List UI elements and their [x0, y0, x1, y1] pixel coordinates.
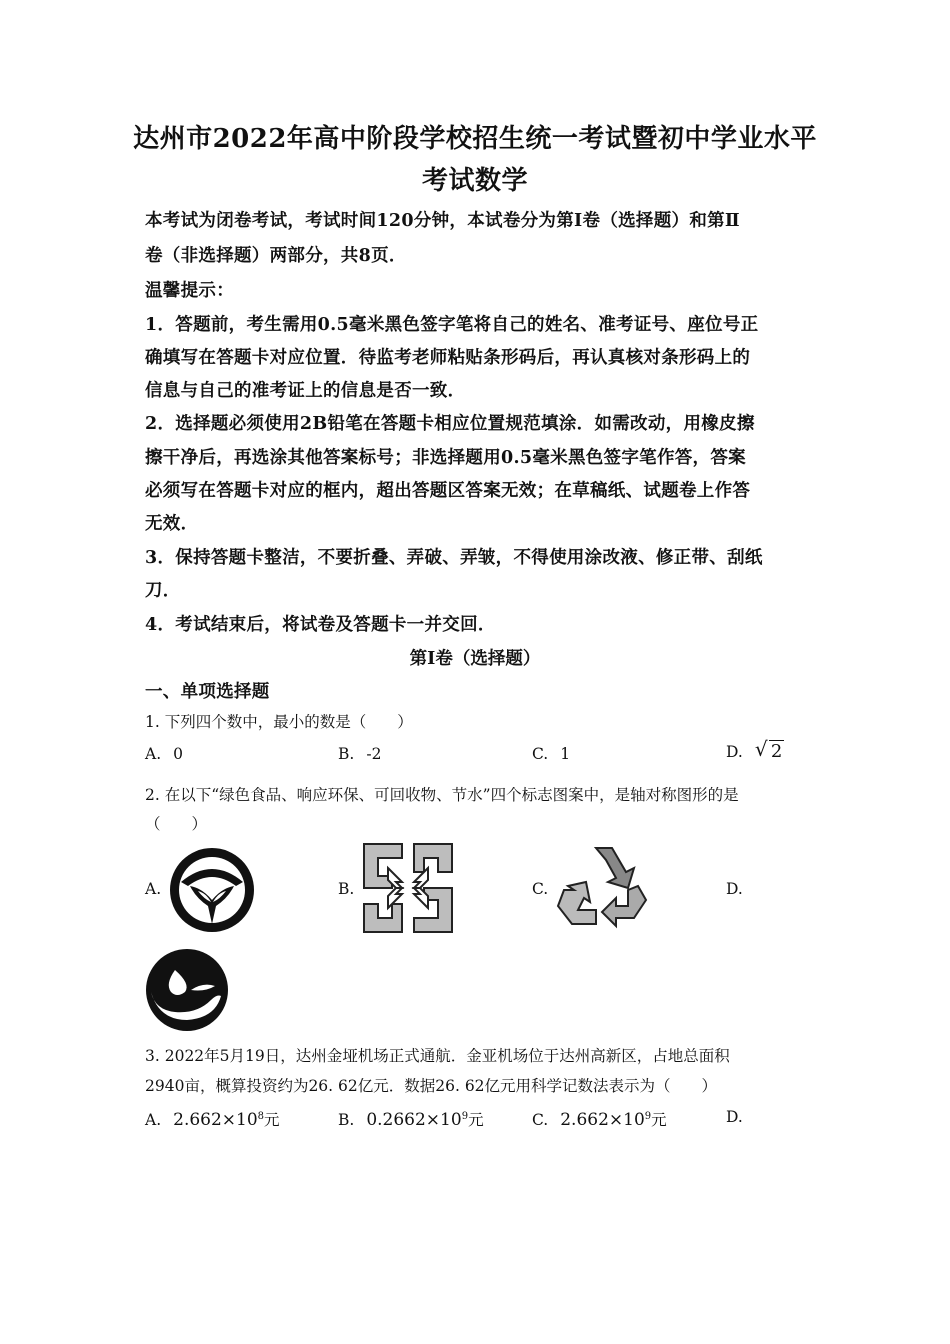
tip-line: 4．考试结束后，将试卷及答题卡一并交回． [145, 615, 496, 635]
q3-stem-line2: 2940亩，概算投资约为26. 62亿元．数据26. 62亿元用科学记数法表示为（ ） [145, 1077, 718, 1095]
q3-option-a [145, 1108, 280, 1130]
option-label: A. [145, 1111, 162, 1129]
q2-label-a: A. [145, 880, 162, 898]
q2-label-d: D. [726, 880, 743, 898]
option-label: D. [726, 1108, 743, 1126]
exam-title-line2: 考试数学 [421, 166, 528, 196]
tip-line: 确填写在答题卡对应位置．待监考老师粘贴条形码后，再认真核对条形码上的 [145, 348, 751, 368]
part-title: 一、单项选择题 [145, 682, 270, 702]
option-unit: 元 [468, 1111, 484, 1129]
q1-stem: 1. 下列四个数中，最小的数是（ ） [145, 713, 413, 731]
q3-stem-line1: 3. 2022年5月19日，达州金垭机场正式通航．金亚机场位于达州高新区，占地总面积 [145, 1047, 730, 1065]
option-base: 2.662×10 [560, 1110, 645, 1130]
radical-sign: √ [754, 737, 768, 761]
tip-line: 无效． [145, 514, 199, 534]
tip-line: 2．选择题必须使用2B铅笔在答题卡相应位置规范填涂．如需改动，用橡皮擦 [145, 414, 755, 434]
q1-option-d [726, 737, 784, 762]
option-label: C. [532, 1111, 549, 1129]
water-saving-logo-icon [145, 948, 229, 1032]
option-text: 1 [560, 745, 571, 763]
green-food-logo-icon [168, 846, 256, 934]
option-text: -2 [366, 745, 382, 763]
q2-label-b: B. [338, 880, 355, 898]
environmental-logo-icon [362, 842, 454, 934]
q3-option-d [726, 1108, 755, 1126]
q1-option-b [338, 745, 381, 763]
option-unit: 元 [651, 1111, 667, 1129]
exam-title-line1: 达州市2022年高中阶段学校招生统一考试暨初中学业水平 [133, 124, 817, 154]
q3-option-b [338, 1108, 484, 1130]
intro-line2: 卷（非选择题）两部分，共8页． [145, 246, 407, 266]
option-base: 2.662×10 [173, 1110, 258, 1130]
radicand: 2 [770, 741, 783, 762]
option-label: C. [532, 745, 549, 763]
option-label: A. [145, 745, 162, 763]
q3-option-c [532, 1108, 667, 1130]
q1-option-c [532, 745, 570, 763]
tip-line: 擦干净后，再选涂其他答案标号；非选择题用0.5毫米黑色签字笔作答，答案 [145, 448, 746, 468]
recycling-logo-icon [556, 842, 650, 930]
q2-stem-line1: 2. 在以下“绿色食品、响应环保、可回收物、节水”四个标志图案中，是轴对称图形的是 [145, 786, 739, 804]
tip-line: 必须写在答题卡对应的框内，超出答题区答案无效；在草稿纸、试题卷上作答 [145, 481, 751, 501]
intro-line1: 本考试为闭卷考试，考试时间120分钟，本试卷分为第Ⅰ卷（选择题）和第Ⅱ [145, 211, 740, 231]
tip-line: 3．保持答题卡整洁，不要折叠、弄破、弄皱，不得使用涂改液、修正带、刮纸 [145, 548, 763, 568]
option-label: B. [338, 745, 355, 763]
option-exponent: 8 [257, 1110, 265, 1122]
tip-line: 信息与自己的准考证上的信息是否一致． [145, 381, 466, 401]
option-exponent: 9 [461, 1110, 469, 1122]
option-exponent: 9 [644, 1110, 652, 1122]
option-unit: 元 [264, 1111, 280, 1129]
section-title: 第Ⅰ卷（选择题） [409, 649, 541, 669]
option-label: B. [338, 1111, 355, 1129]
option-base: 0.2662×10 [366, 1110, 462, 1130]
option-label: D. [726, 743, 743, 761]
tip-line: 1．答题前，考生需用0.5毫米黑色签字笔将自己的姓名、准考证号、座位号正 [145, 315, 759, 335]
option-text: 0 [173, 745, 183, 763]
tips-heading: 温馨提示： [145, 281, 234, 301]
q2-stem-line2: （ ） [145, 815, 208, 833]
sqrt-expression [754, 737, 784, 762]
tip-line: 刀． [145, 581, 181, 601]
q2-label-c: C. [532, 880, 549, 898]
q1-option-a [145, 745, 183, 763]
